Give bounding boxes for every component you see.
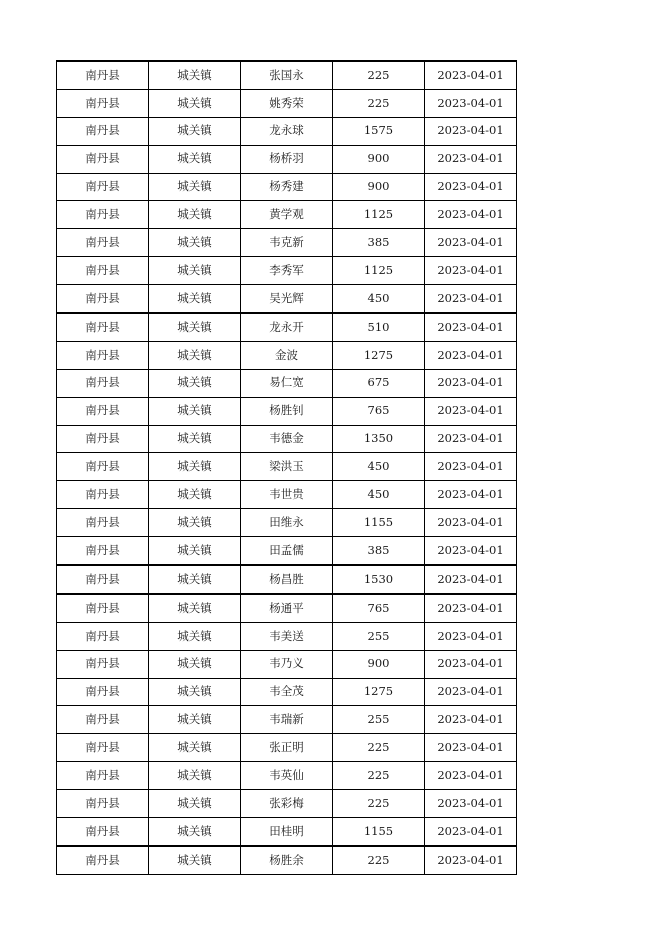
table-row: [57, 678, 517, 706]
date-cell: 2023-04-01: [425, 622, 517, 650]
name-cell: 吴光辉: [241, 285, 333, 313]
county-cell: 南丹县: [57, 706, 149, 734]
date-cell: 2023-04-01: [425, 453, 517, 481]
county-cell: 南丹县: [57, 201, 149, 229]
date-cell: 2023-04-01: [425, 425, 517, 453]
data-table: [56, 60, 517, 875]
town-cell: 城关镇: [149, 61, 241, 89]
amount-cell: 225: [333, 846, 425, 874]
town-cell: 城关镇: [149, 678, 241, 706]
name-cell: 杨昌胜: [241, 565, 333, 594]
amount-cell: 1530: [333, 565, 425, 594]
name-cell: 韦瑞新: [241, 706, 333, 734]
county-cell: 南丹县: [57, 341, 149, 369]
county-cell: 南丹县: [57, 369, 149, 397]
town-cell: 城关镇: [149, 453, 241, 481]
county-cell: 南丹县: [57, 565, 149, 594]
amount-cell: 1275: [333, 678, 425, 706]
name-cell: 韦英仙: [241, 762, 333, 790]
name-cell: 杨桥羽: [241, 145, 333, 173]
date-cell: 2023-04-01: [425, 313, 517, 341]
name-cell: 韦全茂: [241, 678, 333, 706]
town-cell: 城关镇: [149, 173, 241, 201]
name-cell: 张正明: [241, 734, 333, 762]
county-cell: 南丹县: [57, 117, 149, 145]
date-cell: 2023-04-01: [425, 846, 517, 874]
town-cell: 城关镇: [149, 594, 241, 622]
amount-cell: 450: [333, 453, 425, 481]
name-cell: 杨胜钊: [241, 397, 333, 425]
name-cell: 田孟儒: [241, 537, 333, 565]
table-row: [57, 89, 517, 117]
table-row: [57, 846, 517, 874]
town-cell: 城关镇: [149, 622, 241, 650]
date-cell: 2023-04-01: [425, 61, 517, 89]
county-cell: 南丹县: [57, 509, 149, 537]
table-row: [57, 173, 517, 201]
table-row: [57, 425, 517, 453]
county-cell: 南丹县: [57, 257, 149, 285]
name-cell: 龙永球: [241, 117, 333, 145]
table-row: [57, 117, 517, 145]
name-cell: 田桂明: [241, 818, 333, 846]
date-cell: 2023-04-01: [425, 145, 517, 173]
table-row: [57, 61, 517, 89]
amount-cell: 1575: [333, 117, 425, 145]
amount-cell: 450: [333, 481, 425, 509]
name-cell: 龙永开: [241, 313, 333, 341]
table-row: [57, 201, 517, 229]
amount-cell: 225: [333, 89, 425, 117]
name-cell: 张彩梅: [241, 790, 333, 818]
table-row: [57, 145, 517, 173]
amount-cell: 510: [333, 313, 425, 341]
town-cell: 城关镇: [149, 369, 241, 397]
name-cell: 张国永: [241, 61, 333, 89]
county-cell: 南丹县: [57, 145, 149, 173]
county-cell: 南丹县: [57, 285, 149, 313]
table-row: [57, 257, 517, 285]
amount-cell: 225: [333, 762, 425, 790]
amount-cell: 900: [333, 173, 425, 201]
table-row: [57, 341, 517, 369]
town-cell: 城关镇: [149, 565, 241, 594]
table-row: [57, 537, 517, 565]
amount-cell: 1155: [333, 818, 425, 846]
county-cell: 南丹县: [57, 313, 149, 341]
date-cell: 2023-04-01: [425, 762, 517, 790]
table-row: [57, 369, 517, 397]
county-cell: 南丹县: [57, 790, 149, 818]
amount-cell: 675: [333, 369, 425, 397]
name-cell: 杨通平: [241, 594, 333, 622]
town-cell: 城关镇: [149, 481, 241, 509]
date-cell: 2023-04-01: [425, 117, 517, 145]
amount-cell: 765: [333, 594, 425, 622]
amount-cell: 385: [333, 537, 425, 565]
town-cell: 城关镇: [149, 145, 241, 173]
name-cell: 姚秀荣: [241, 89, 333, 117]
name-cell: 韦美送: [241, 622, 333, 650]
amount-cell: 1155: [333, 509, 425, 537]
name-cell: 韦克新: [241, 229, 333, 257]
amount-cell: 385: [333, 229, 425, 257]
date-cell: 2023-04-01: [425, 594, 517, 622]
amount-cell: 225: [333, 790, 425, 818]
table-row: [57, 313, 517, 341]
date-cell: 2023-04-01: [425, 565, 517, 594]
county-cell: 南丹县: [57, 229, 149, 257]
town-cell: 城关镇: [149, 790, 241, 818]
town-cell: 城关镇: [149, 650, 241, 678]
date-cell: 2023-04-01: [425, 89, 517, 117]
town-cell: 城关镇: [149, 706, 241, 734]
amount-cell: 1350: [333, 425, 425, 453]
table-row: [57, 397, 517, 425]
name-cell: 易仁宽: [241, 369, 333, 397]
date-cell: 2023-04-01: [425, 678, 517, 706]
amount-cell: 900: [333, 145, 425, 173]
amount-cell: 1275: [333, 341, 425, 369]
amount-cell: 255: [333, 706, 425, 734]
county-cell: 南丹县: [57, 425, 149, 453]
name-cell: 韦德金: [241, 425, 333, 453]
town-cell: 城关镇: [149, 762, 241, 790]
county-cell: 南丹县: [57, 173, 149, 201]
county-cell: 南丹县: [57, 622, 149, 650]
county-cell: 南丹县: [57, 397, 149, 425]
county-cell: 南丹县: [57, 846, 149, 874]
county-cell: 南丹县: [57, 650, 149, 678]
date-cell: 2023-04-01: [425, 734, 517, 762]
table-row: [57, 734, 517, 762]
table-row: [57, 481, 517, 509]
date-cell: 2023-04-01: [425, 229, 517, 257]
town-cell: 城关镇: [149, 341, 241, 369]
town-cell: 城关镇: [149, 229, 241, 257]
amount-cell: 225: [333, 734, 425, 762]
town-cell: 城关镇: [149, 537, 241, 565]
date-cell: 2023-04-01: [425, 481, 517, 509]
county-cell: 南丹县: [57, 818, 149, 846]
table-body: [57, 61, 517, 874]
table-row: [57, 509, 517, 537]
county-cell: 南丹县: [57, 89, 149, 117]
table-row: [57, 818, 517, 846]
town-cell: 城关镇: [149, 257, 241, 285]
date-cell: 2023-04-01: [425, 369, 517, 397]
town-cell: 城关镇: [149, 397, 241, 425]
county-cell: 南丹县: [57, 762, 149, 790]
table-row: [57, 622, 517, 650]
date-cell: 2023-04-01: [425, 397, 517, 425]
amount-cell: 1125: [333, 257, 425, 285]
date-cell: 2023-04-01: [425, 173, 517, 201]
county-cell: 南丹县: [57, 61, 149, 89]
table-row: [57, 594, 517, 622]
date-cell: 2023-04-01: [425, 706, 517, 734]
name-cell: 李秀军: [241, 257, 333, 285]
amount-cell: 900: [333, 650, 425, 678]
date-cell: 2023-04-01: [425, 790, 517, 818]
name-cell: 梁洪玉: [241, 453, 333, 481]
amount-cell: 1125: [333, 201, 425, 229]
amount-cell: 450: [333, 285, 425, 313]
table-row: [57, 650, 517, 678]
town-cell: 城关镇: [149, 285, 241, 313]
date-cell: 2023-04-01: [425, 341, 517, 369]
town-cell: 城关镇: [149, 818, 241, 846]
town-cell: 城关镇: [149, 201, 241, 229]
date-cell: 2023-04-01: [425, 257, 517, 285]
table-row: [57, 790, 517, 818]
town-cell: 城关镇: [149, 117, 241, 145]
town-cell: 城关镇: [149, 425, 241, 453]
county-cell: 南丹县: [57, 453, 149, 481]
town-cell: 城关镇: [149, 734, 241, 762]
county-cell: 南丹县: [57, 481, 149, 509]
date-cell: 2023-04-01: [425, 285, 517, 313]
table-row: [57, 285, 517, 313]
date-cell: 2023-04-01: [425, 818, 517, 846]
county-cell: 南丹县: [57, 678, 149, 706]
county-cell: 南丹县: [57, 537, 149, 565]
county-cell: 南丹县: [57, 734, 149, 762]
name-cell: 田维永: [241, 509, 333, 537]
date-cell: 2023-04-01: [425, 509, 517, 537]
amount-cell: 225: [333, 61, 425, 89]
date-cell: 2023-04-01: [425, 537, 517, 565]
table-row: [57, 453, 517, 481]
table-row: [57, 229, 517, 257]
date-cell: 2023-04-01: [425, 201, 517, 229]
town-cell: 城关镇: [149, 846, 241, 874]
town-cell: 城关镇: [149, 509, 241, 537]
name-cell: 韦世贵: [241, 481, 333, 509]
town-cell: 城关镇: [149, 313, 241, 341]
table-row: [57, 565, 517, 594]
name-cell: 黄学观: [241, 201, 333, 229]
town-cell: 城关镇: [149, 89, 241, 117]
county-cell: 南丹县: [57, 594, 149, 622]
name-cell: 韦乃义: [241, 650, 333, 678]
name-cell: 金波: [241, 341, 333, 369]
table-row: [57, 706, 517, 734]
table-row: [57, 762, 517, 790]
amount-cell: 255: [333, 622, 425, 650]
amount-cell: 765: [333, 397, 425, 425]
name-cell: 杨秀建: [241, 173, 333, 201]
date-cell: 2023-04-01: [425, 650, 517, 678]
name-cell: 杨胜余: [241, 846, 333, 874]
